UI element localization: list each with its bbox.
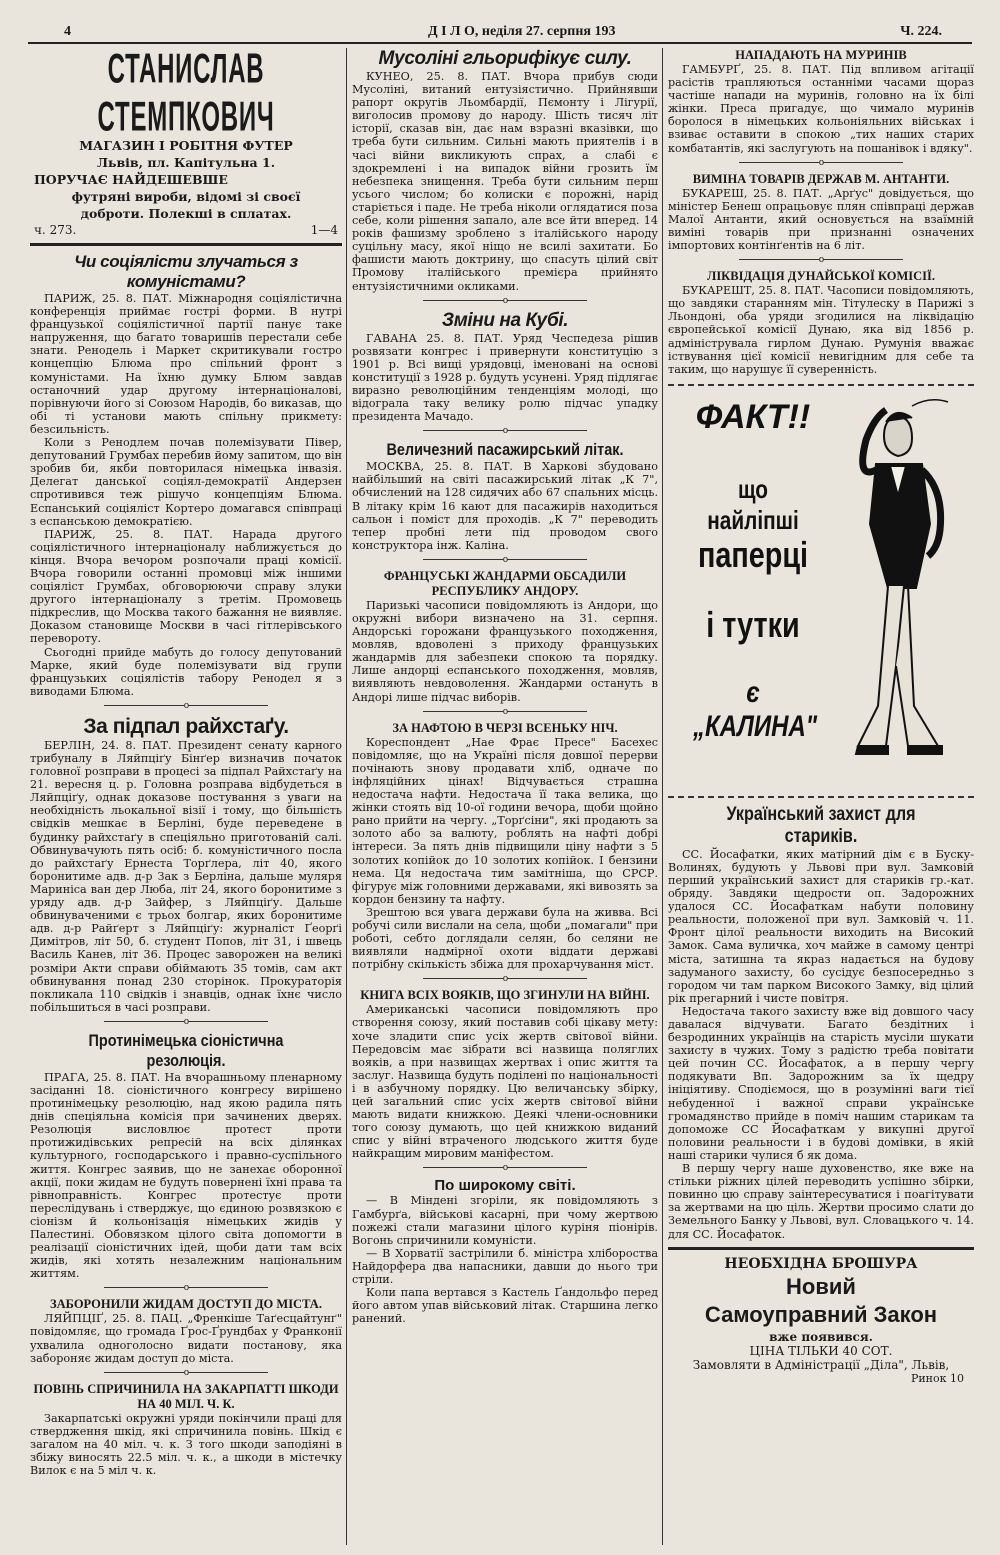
divider: o	[352, 555, 658, 565]
divider: o	[352, 426, 658, 436]
divider: o	[352, 974, 658, 984]
article-cuba	[352, 310, 658, 424]
article-reichstag	[30, 715, 342, 1014]
divider: o	[352, 707, 658, 717]
ad-address: Ринок 10	[910, 1371, 964, 1385]
ad-code-right: 1—4	[310, 223, 338, 237]
article-flood	[30, 1382, 342, 1477]
article-title: ЗАБОРОНИЛИ ЖИДАМ ДОСТУП ДО МІСТА.	[50, 1297, 322, 1312]
divider: o	[668, 158, 974, 168]
page-header	[28, 22, 972, 42]
article-title: ЗА НАФТОЮ В ЧЕРЗІ ВСЕНЬКУ НІЧ.	[392, 720, 618, 735]
divider: o	[30, 701, 342, 711]
column-1	[30, 48, 342, 1545]
paragraph: В першу чергу наше духовенство, яке вже на стільки ріжних цілей переводить успішно збірки, повинно цю справу заінтересуватися і поагітувати за жертвами на цю ціль. Жертви просимо слати до Земельного Банку у Львові, вул. Словацького ч. 14. для СС. Йосафаток.	[668, 1162, 974, 1241]
smoking-man-illustration	[828, 386, 974, 792]
article-soldiers-book	[352, 988, 658, 1160]
ad-line: НЕОБХІДНА БРОШУРА	[724, 1255, 918, 1272]
paragraph: МОСКВА, 25. 8. ПАТ. В Харкові збудовано найбільший на світі пасажирський літак „К 7", обчислений на 128 сидячих або 67 спальних місць. В літаку крім 16 кают для пасажирів находиться сальон і поміст для проходів. „К 7" переводить тепер пробні лети під проводом свого конструктора інж. Каліна.	[352, 460, 658, 552]
ad-code-left: ч. 273.	[34, 223, 77, 237]
article-title: ЛІКВІДАЦІЯ ДУНАЙСЬКОЇ КОМІСІЇ.	[707, 269, 935, 284]
divider	[668, 1247, 974, 1250]
article-socialists	[30, 252, 342, 698]
column-3	[668, 48, 974, 1545]
paragraph: Кореспондент „Нае Фрає Пресе" Басехес повідомляє, що на Україні після довшої перерви почінають знову продавати хліб, одначе по інфляційних цінах! Відчувається страшна недостача нафти. Недостача її така велика, що жінки стоять від 10-ої години вечора, щоби щойно рано прийти на чергу. „Торґсіни", які продають за золото або за валюту, роблять на нафті добрі інтереси. За пять днів підвищили ціну нафти з 5 золотих копійок до 10 золотих копійок. І бензини нема. Ця недостача тим замітніша, що СРСР. фігурує між головними державами, які вивозять за кордон бензину та нафту.	[352, 735, 658, 906]
paragraph: Сьогодні прийде мабуть до голосу депутований Марке, який буде полемізувати від групи французьких соціялістів табору Ренодел я з виводами Блюма.	[30, 645, 342, 698]
article-entente	[668, 172, 974, 252]
paragraph: ЛЯЙПЦІҐ, 25. 8. ПАЦ. „Френкіше Таґесцайтунґ" повідомляє, що громада Ґрос-Ґрундбах у Франконії ухвалила одноголосно видати постанову, яка забороняє жидам доступ до міста.	[30, 1312, 342, 1365]
article-title: НАПАДАЮТЬ НА МУРИНІВ	[735, 48, 907, 62]
article-andorra	[352, 569, 658, 704]
divider	[30, 243, 342, 246]
article-danube	[668, 269, 974, 376]
ad-line: МАГАЗИН І РОБІТНЯ ФУТЕР	[79, 138, 293, 153]
paragraph: БЕРЛІН, 24. 8. ПАТ. Президент сенату карного трибуналу в Ляйпціґу Бінґер визначив початок головної розправи в процесі за підпал Райхстаґу на 21. вересня ц. р. Головна розправа відбудеться в Ляйпціґу, однак доказове постування з уваги на необхідність льокальної візії і тому, що більшість свідків мешкає в Берліні, буде переведене в будинку райхстаґу в спеціяльно приготованій салі. Обвинувачують пять осіб: б. комуністичного посла до райхстаґу Ернеста Торґлера, літ 40, якого боронитиме адв. д-р Зак з Берліна, дальше муляря Мариніса ван дер Люба, літ 24, якого боронитиме з уряду адв. д-р Зайфер, з Ляйпціґу. Дальше обвинуваченими є трьох болгар, яких боронитиме адв. д-р Райґерт з Ляйпціґу: журналіст Ґеорґі Димітров, літ 50, б. студент Попов, літ 31, і швець Василь Канев, літ 36. Процес заворожен на великі розміри Акти справи обіймають 35 томів, сам акт обвинування понад 230 сторінок. Прокураторія покликала 110 свідків і знавців, однак їхнє число побільшиться в часі розправи.	[30, 738, 342, 1014]
paragraph: СС. Йосафатки, яких матірний дім є в Буску-Волинях, будують у Львові при вул. Замковій перший український захист для стариків гр.-кат. обряду. Завдяки щедрости оп. Задорожних удалося СС. Йосафаткам набути половину реальности, положеної при вул. Замковій ч. 11. Фронт цілої реальности виходить на Високий Замок. Сама вуличка, хоч майже в самому центрі міста, затишна та якраз надається на будову задуманого захисту, бо сусідує безпосередньо з городом чи там парком Високого Замку, від цілий рік прегарний і чисте повітря.	[668, 847, 974, 1005]
ad-line: футряні вироби, відомі зі своєї	[71, 189, 301, 204]
article-title: ВИМІНА ТОВАРІВ ДЕРЖАВ М. АНТАНТИ.	[692, 171, 950, 186]
article-oil	[352, 721, 658, 972]
paragraph: ГАМБУРҐ, 25. 8. ПАТ. Під впливом агітації расістів трапляються останніми часами щораз частіше напади на муринів, головно на їх білі жінки. Преса пригадує, що чимало муринів боролося в німецьких кольоніяльних військах і взиває оставити в спокою „тих наших старих комбатантів, які заслугують на пошанівок і вдяку".	[668, 63, 974, 155]
paragraph: Недостача такого захисту вже від довшого часу давалася відчувати. Багато бездітних і безродинних українців на старість мусіли шукати захисту в чужих. Тому з радістю треба повітати цей почин СС. Йосафаток, а в першу чергу подякувати Вп. Задорожним за їх щедру ініціятиву. Сподіємося, що в розумінні ваги тієї небуденної і важної справи українське громадянство прийде в поміч нашим старикам та допоможе СС Йосафаткам у викупні другої половини реальности і в будові домівки, в якій наші старики чулися б як дома.	[668, 1004, 974, 1162]
paragraph: — В Міндені згоріли, як повідомляють з Гамбурґа, військові касарні, при чому жертвою пожежі стали магазини цілого куріня піонірів. Вогонь спричинили комуністи.	[352, 1194, 658, 1247]
divider: o	[668, 255, 974, 265]
paragraph: ПАРИЖ, 25. 8. ПАТ. Нарада другого соціялістичного інтернаціоналу наближується до кінця. Вчора вечором розпочали праці комісії. Вчора говорили останні промовці між іншими соціяліст Грумбах, обговорюючи справу злуки другого інтернаціоналу з третім. Промовець підкреслив, що Москва такого бажання не виявляє. Доказом становище Москви в часі гітлерівського перевороту.	[30, 527, 342, 646]
ad-line: є „КАЛИНА"	[693, 675, 818, 743]
article-airplane	[352, 440, 658, 552]
article-attacks	[668, 48, 974, 155]
paragraph: Коли з Ренодлем почав полемізувати Півер, депутований Грумбах перебив йому запитом, що він зробив би, якби повторилася німецька інвазія. Делегат данської соціял-демократії Андерзен спротивився теж рішучо концепціям Блюма. Еспанський соціяліст Кортеро домагався співпраці з еспанською демократією.	[30, 436, 342, 528]
ad-line: паперці	[697, 533, 809, 575]
page-number: 4	[64, 24, 71, 39]
issue-number: Ч. 224.	[900, 24, 942, 39]
article-title: Протинімецька сіоністична резолюція.	[88, 1030, 284, 1070]
paragraph: Американські часописи повідомляють про створення союзу, який поставив собі цікаву мету: хоче зладити спис усіх жертв світової війни. Передовсім має зібрати всі назвища поляглих вояків, а при назвищах жертвах і опис життя та заслуг. Назвища будуть поділені по національності і в азбучному порядку. Цю величанську збірку, цей загальний спис усіх жертв світової війни мають видати книжкою. Деякі члени-основники того союзу думають, що цей книжкою виданий спис у війні втраченого людського життя буде найкращим мировим маніфестом.	[352, 1003, 658, 1161]
paragraph: КУНЕО, 25. 8. ПАТ. Вчора прибув сюди Мусоліні, витаний ентузіястично. Прийнявши рапорт округів Льомбардії, Пємонту і Лігурії, виголосив промову до народу. Шість тисяч літ історії, сказав він, дає нам взразні вказівки, що треба бути сильним. Сильні мають приятелів і в часі війни викликують спрах, а слабі є здокремлені і на випадок війни грозить їм небезпека знищення. Треба бути сильним перш усього числом; бо колиски є порожні, нарід старіється і паде. Не треба ніколи оглядатися поза себе, коли рішення запало, але все йти вперед. 14 років фашизму зроблено з італійського народу суцільну масу, якої ніщо не всилі захитати. Бо фашисти мають доктрину, що спасуть цілий світ Промову італійського премієра прийнято ентузіястичними окликами.	[352, 70, 658, 293]
masthead: Д І Л О, неділя 27. серпня 193	[428, 24, 616, 39]
ad-order: Замовляти в Адміністрації „Діла", Львів,	[692, 1357, 950, 1372]
divider: o	[30, 1017, 342, 1027]
ad-title: Самоуправний Закон	[704, 1301, 938, 1327]
column-rule	[346, 48, 347, 1545]
article-zionist	[30, 1031, 342, 1281]
ad-title: Новий	[786, 1273, 856, 1299]
paragraph: ПАРИЖ, 25. 8. ПАТ. Міжнародня соціялістична конференція приймає гострі форми. В нутрі французької соціялістичної партії панує таке напруження, що багато товаришів перестали себе знати. Ренодель і Маркет скритикували гостро концепцію Блюма про спільний фронт з комуністами. На їхню думку Блюм завдав останочний удар другому інтернаціоналові, порівнуючи його зі Союзом Народів, бо виказав, що обі ті установи мають спільну прикмету: безсильність.	[30, 292, 342, 436]
article-world	[352, 1177, 658, 1325]
article-title: По широкому світі.	[434, 1177, 576, 1195]
article-title: За підпал райхстаґу.	[83, 714, 289, 738]
article-title: ПОВІНЬ СПРИЧИНИЛА НА ЗАКАРПАТТІ ШКОДИ НА 40 МІЛ. Ч. К.	[33, 1381, 339, 1411]
ad-price: ЦІНА ТІЛЬКИ 40 СОТ.	[749, 1343, 893, 1358]
article-title: Український захист для стариків.	[726, 803, 916, 847]
ad-line: Львів, пл. Капітульна 1.	[96, 155, 276, 170]
divider: o	[30, 1368, 342, 1378]
divider: o	[352, 296, 658, 306]
header-rule	[28, 42, 972, 44]
brochure-ad	[668, 1256, 974, 1385]
ad-line: що найліпші	[707, 473, 799, 535]
ad-line: і тутки	[706, 603, 800, 645]
ad-line: доброти. Полекші в сплатах.	[80, 206, 292, 221]
article-elderly-shelter	[668, 804, 974, 1241]
article-title: КНИГА ВСІХ ВОЯКІВ, ЩО ЗГИНУЛИ НА ВІЙНІ.	[360, 988, 650, 1003]
paragraph: Коли папа вертався з Кастель Ґандольфо перед його автом упав військовий літак. Старшина легко ранений.	[352, 1286, 658, 1326]
paragraph: ГАВАНА 25. 8. ПАТ. Уряд Чеспедеза рішив розвязати конгрес і привернути конституцію з 1901 р. Всі вищі урядовці, іменовані на основі конституції з 1928 р. будуть усунені. Уряд підлягає виразно революційним тенденціям молоді, що відограла таку велику ролю підчас упадку президента Мачадо.	[352, 331, 658, 424]
fur-shop-ad	[30, 48, 342, 237]
paragraph: Зрештою вся увага держави була на живва. Всі робучі сили вислали на села, щоби „помагали" при роботі, себто доглядали селян, бо селяни не виявляли надмірної охоти віддати державі потрібну скількість збіжа для прохарчування міст.	[352, 905, 658, 972]
ad-headline: ФАКТ!!	[695, 397, 811, 436]
column-2	[352, 48, 658, 1545]
article-title: Зміни на Кубі.	[441, 309, 569, 331]
article-title: Чи соціялісти злучаться з комуністами?	[74, 252, 298, 291]
column-rule	[662, 48, 663, 1545]
article-title: Величезний пасажирський літак.	[386, 440, 624, 460]
paragraph: ПРАГА, 25. 8. ПАТ. На вчорашньому пленарному засіданні 18. сіоністичного конгресу вирішено протинімецьку резолюцію, над якою радила пять днів спеціяльна комісія при зачинених дверях. Резолюція висловлює протест проти протижидівських репресій на всіх ділянках культурного, господарського і правно-суспільного життя. Конгрес заявив, що не занехає оборонної акції, поки жидам не будуть повернені їхні права та рівноправність. Конгрес протестує проти переслідувань і стверджує, що єдиною розвязкою є сіонізм й кольонізація німецьких жидів у Палестині. Обовязком цілого світа допомогти в реалізації сіоністичних ідей, щоби дати там всіх жидів, які хотять незалежним національним життям.	[30, 1070, 342, 1281]
paragraph: Закарпатські окружні уряди покінчили праці для ствердження шкід, які спричинила повінь. Шкід є загалом на 40 міл. ч. к. З того шкоди заподіяні в збіжу виносять 22.5 міл. ч. к., а шкоди в містечку Вилок є на 5 міл ч. к.	[30, 1411, 342, 1478]
kalyna-ad	[668, 384, 974, 798]
ad-brand-name: СТАНИСЛАВ СТЕМПКОВИЧ	[97, 48, 275, 140]
paragraph: — В Хорватії застрілили б. міністра хлібороства Найдорфера два напасники, давши до нього три стріли.	[352, 1246, 658, 1287]
article-title: Мусоліні гльорифікує силу.	[378, 48, 632, 69]
ad-line: вже появився.	[769, 1329, 873, 1344]
divider: o	[30, 1283, 342, 1293]
article-ban	[30, 1297, 342, 1364]
divider: o	[352, 1163, 658, 1173]
paragraph: Паризькі часописи повідомляють із Андори, що окружні вибори визначено на 31. серпня. Андорські горожани французького походження, мовляв, вдоволені з приходу французьких жандармів для забезпеки спокою та порядку. Лише андорці еспанського походження, мовляв, виявляють невдоволення. Жандарми остануть в Андорі лише підчас виборів.	[352, 598, 658, 704]
article-title: ФРАНЦУСЬКІ ЖАНДАРМИ ОБСАДИЛИ РЕСПУБЛИКУ АНДОРУ.	[383, 568, 627, 598]
article-mussolini	[352, 48, 658, 293]
ad-line: ПОРУЧАЄ НАЙДЕШЕВШЕ	[34, 172, 228, 187]
paragraph: БУКАРЕШ, 25. 8. ПАТ. „Арґус" довідується, що міністер Бенеш опрацьовує плян співпраці держав Малої Антанти, який основується на взаїмній виміні товарів при признанні означених імпортових контінґентів на 6 літ.	[668, 186, 974, 253]
paragraph: БУКАРЕШТ, 25. 8. ПАТ. Часописи повідомляють, що завдяки старанням мін. Тітулеску в Парижі з Льондоні, оба уряди згодилися на ліквідацію європейської комісії Дунаю, яка від 1856 р. адмініструвала гирлом Дунаю. Румунія вважає іствування цієї комісії невигідним для себе та таким, що нарушує її суверенність.	[668, 284, 974, 376]
